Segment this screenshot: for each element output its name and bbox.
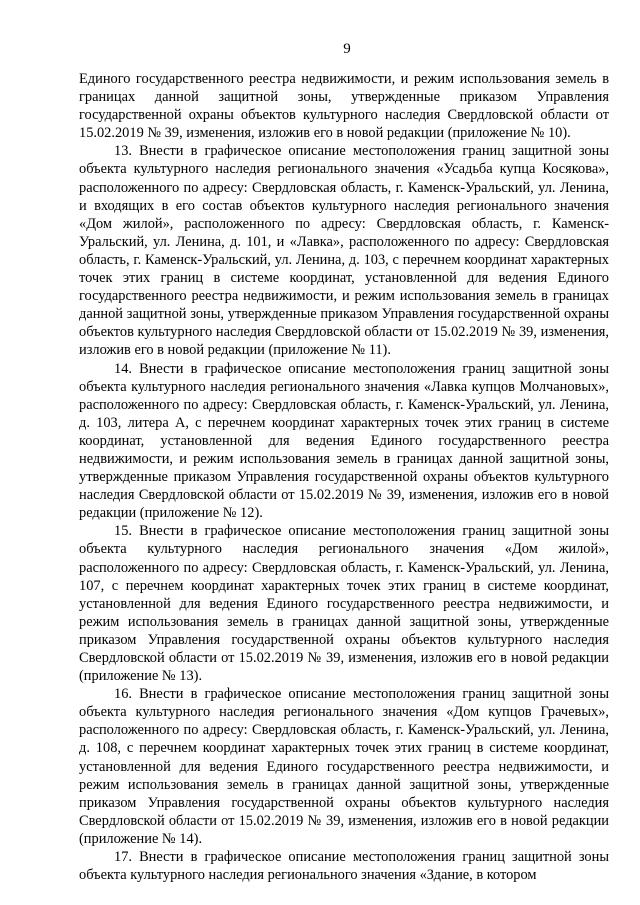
paragraph-item-13: 13. Внести в графическое описание местоположения границ защитной зоны объекта культурного наследия регионального значения «Усадьба купца Косякова», расположенного по адресу: Свердловская область, г. Каменск-Уральский, ул. Ленина, и входящих в его состав объектов культурного наследия регионального значения «Дом жилой», расположенного по адресу: Свердловская область, г. Каменск-Уральский, ул. Ленина, д. 101, и «Лавка», расположенного по адресу: Свердловская область, г. Каменск-Уральский, ул. Ленина, д. 103, с перечнем координат характерных точек этих границ в системе координат, установленной для ведения Единого государственного реестра недвижимости, и режим использования земель в границах данной защитной зоны, утвержденные приказом Управления государственной охраны объектов культурного наследия Свердловской области от 15.02.2019 № 39, изменения, изложив его в новой редакции (приложение № 11). <box>79 143 609 359</box>
paragraph-continuation: Единого государственного реестра недвижимости, и режим использования земель в границах данной защитной зоны, утвержденные приказом Управления государственной охраны объектов культурного наследия Свердловской области от 15.02.2019 № 39, изменения, изложив его в новой редакции (приложение № 10). <box>79 71 609 142</box>
document-page <box>79 40 609 900</box>
page-number: 9 <box>343 41 351 57</box>
paragraph-item-17: 17. Внести в графическое описание местоположения границ защитной зоны объекта культурного наследия регионального значения «Здание, в котором <box>79 849 609 884</box>
paragraph-item-14: 14. Внести в графическое описание местоположения границ защитной зоны объекта культурного наследия регионального значения «Лавка купцов Молчановых», расположенного по адресу: Свердловская область, г. Каменск-Уральский, ул. Ленина, д. 103, литера А, с перечнем координат характерных точек этих границ в системе координат, установленной для ведения Единого государственного реестра недвижимости, и режим использования земель в границах данной защитной зоны, утвержденные приказом Управления государственной охраны объектов культурного наследия Свердловской области от 15.02.2019 № 39, изменения, изложив его в новой редакции (приложение № 12). <box>79 360 609 522</box>
paragraph-item-16: 16. Внести в графическое описание местоположения границ защитной зоны объекта культурного наследия регионального значения «Дом купцов Грачевых», расположенного по адресу: Свердловская область, г. Каменск-Уральский, ул. Ленина, д. 108, с перечнем координат характерных точек этих границ в системе координат, установленной для ведения Единого государственного реестра недвижимости, и режим использования земель в границах данной защитной зоны, утвержденные приказом Управления государственной охраны объектов культурного наследия Свердловской области от 15.02.2019 № 39, изменения, изложив его в новой редакции (приложение № 14). <box>79 686 609 847</box>
paragraph-item-15: 15. Внести в графическое описание местоположения границ защитной зоны объекта культурного наследия регионального значения «Дом жилой», расположенного по адресу: Свердловская область, г. Каменск-Уральский, ул. Ленина, 107, с перечнем координат характерных точек этих границ в системе координат, установленной для ведения Единого государственного реестра недвижимости, и режим использования земель в границах данной защитной зоны, утвержденные приказом Управления государственной охраны объектов культурного наследия Свердловской области от 15.02.2019 № 39, изменения, изложив его в новой редакции (приложение № 13). <box>79 523 609 685</box>
